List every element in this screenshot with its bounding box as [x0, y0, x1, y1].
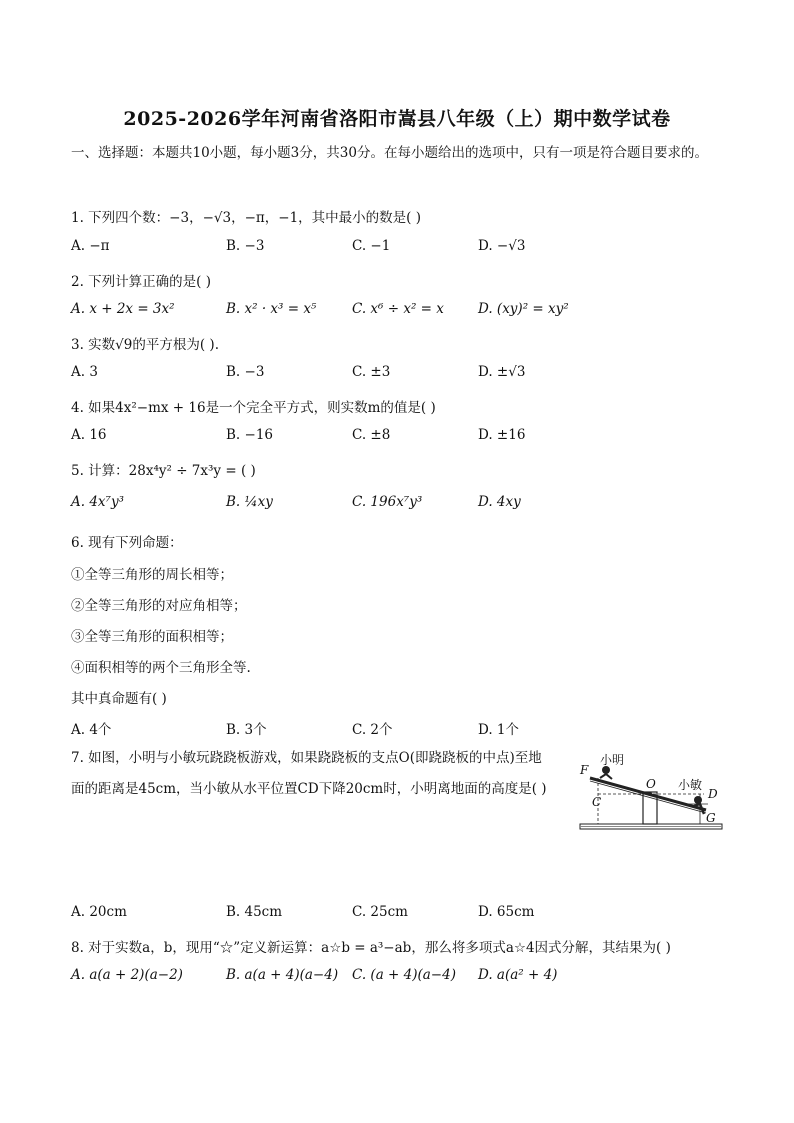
- q8-option-b: B. a(a + 4)(a−4): [226, 967, 339, 983]
- question-1-stem: 1. 下列四个数：−3，−√3，−π，−1，其中最小的数是( ): [71, 210, 421, 226]
- q4-option-c: C. ±8: [352, 427, 391, 443]
- q1-option-c: C. −1: [352, 238, 391, 254]
- question-6-stem: 6. 现有下列命题：: [71, 535, 183, 551]
- label-o: O: [646, 777, 656, 791]
- q2-option-d: D. (xy)² = xy²: [478, 301, 569, 317]
- q6-item-3: ③全等三角形的面积相等；: [71, 629, 233, 645]
- q3-option-a: A. 3: [71, 364, 98, 380]
- label-g: G: [706, 811, 716, 825]
- q1-option-d: D. −√3: [478, 238, 526, 254]
- q5-option-c: C. 196x⁷y³: [352, 494, 423, 510]
- q7-option-a: A. 20cm: [71, 904, 127, 920]
- q6-option-d: D. 1个: [478, 722, 520, 738]
- q2-option-c: C. x⁶ ÷ x² = x: [352, 301, 444, 317]
- q5-option-d: D. 4xy: [478, 494, 521, 510]
- question-7-stem: 7. 如图，小明与小敏玩跷跷板游戏，如果跷跷板的支点O(即跷跷板的中点)至地面的距离是45cm，当小敏从水平位置CD下降20cm时，小明离地面的高度是( ): [71, 750, 547, 797]
- page-title: 2025-2026学年河南省洛阳市嵩县八年级（上）期中数学试卷: [123, 108, 671, 130]
- q2-option-a: A. x + 2x = 3x²: [71, 301, 175, 317]
- q3-option-d: D. ±√3: [478, 364, 526, 380]
- q6-item-2: ②全等三角形的对应角相等；: [71, 598, 247, 614]
- label-xiaoming: 小明: [600, 753, 625, 767]
- label-xiaomin: 小敏: [678, 778, 703, 792]
- q2-option-b: B. x² · x³ = x⁵: [226, 301, 317, 317]
- q7-option-d: D. 65cm: [478, 904, 535, 920]
- q3-option-b: B. −3: [226, 364, 265, 380]
- question-5-stem: 5. 计算：28x⁴y² ÷ 7x³y = ( ): [71, 463, 256, 479]
- q6-option-b: B. 3个: [226, 722, 267, 738]
- q1-option-b: B. −3: [226, 238, 265, 254]
- q8-option-d: D. a(a² + 4): [478, 967, 558, 983]
- label-d: D: [708, 787, 718, 801]
- q7-option-c: C. 25cm: [352, 904, 408, 920]
- q6-tail: 其中真命题有( ): [71, 691, 167, 707]
- q7-option-b: B. 45cm: [226, 904, 283, 920]
- q1-option-a: A. −π: [71, 238, 110, 254]
- seesaw-figure: [576, 748, 726, 834]
- question-4-stem: 4. 如果4x²−mx + 16是一个完全平方式，则实数m的值是( ): [71, 400, 436, 416]
- q4-option-b: B. −16: [226, 427, 273, 443]
- q6-option-a: A. 4个: [71, 722, 112, 738]
- q8-option-c: C. (a + 4)(a−4): [352, 967, 456, 983]
- q5-option-b: B. ¼xy: [226, 494, 273, 510]
- q5-option-a: A. 4x⁷y³: [71, 494, 124, 510]
- q6-item-4: ④面积相等的两个三角形全等.: [71, 660, 251, 676]
- q4-option-d: D. ±16: [478, 427, 526, 443]
- q4-option-a: A. 16: [71, 427, 107, 443]
- section-heading: 一、选择题：本题共10小题，每小题3分，共30分。在每小题给出的选项中，只有一项是符合题目要求的。: [71, 145, 708, 161]
- q6-option-c: C. 2个: [352, 722, 393, 738]
- question-8-stem: 8. 对于实数a，b，现用“☆”定义新运算：a☆b = a³−ab，那么将多项式a☆4因式分解，其结果为( ): [71, 940, 671, 956]
- q6-item-1: ①全等三角形的周长相等；: [71, 567, 233, 583]
- q3-option-c: C. ±3: [352, 364, 391, 380]
- q8-option-a: A. a(a + 2)(a−2): [71, 967, 183, 983]
- question-3-stem: 3. 实数√9的平方根为( ).: [71, 337, 219, 353]
- label-c: C: [592, 795, 602, 809]
- question-2-stem: 2. 下列计算正确的是( ): [71, 274, 211, 290]
- label-f: F: [580, 763, 589, 777]
